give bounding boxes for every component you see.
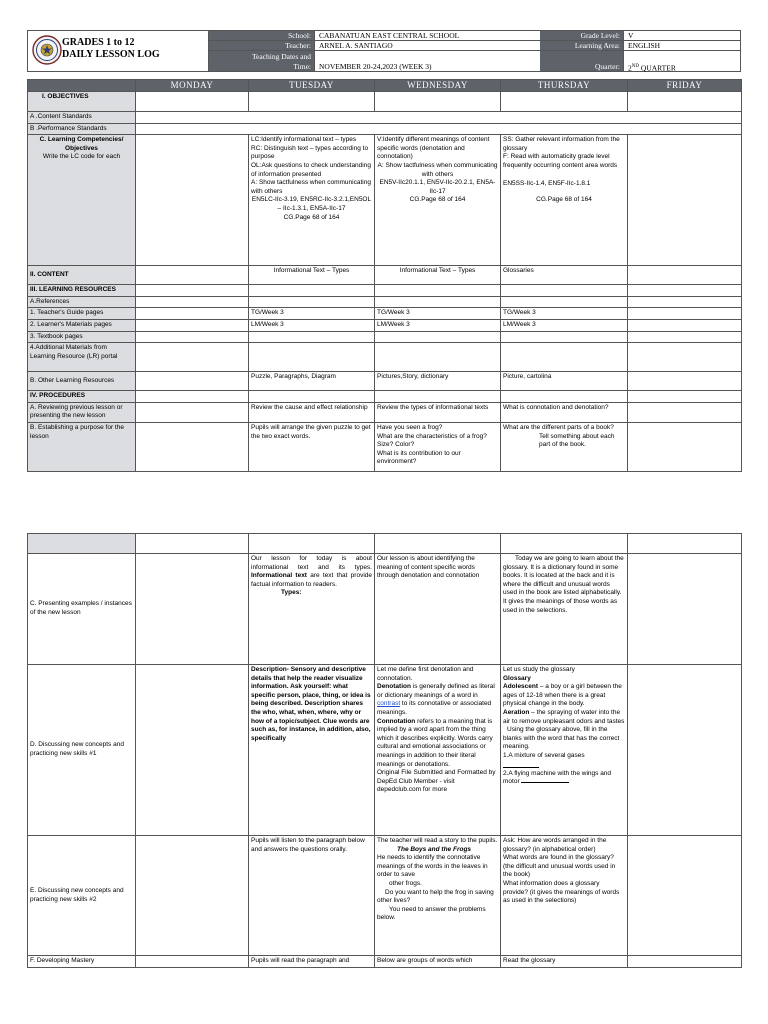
thursday-procedure-a: What is connotation and denotation? — [501, 402, 628, 422]
wednesday-procedure-d-intro: Let me define first denotation and connotation. — [377, 666, 474, 682]
teacher-label: Teacher: — [209, 41, 314, 50]
thursday-procedure-c: Today we are going to learn about the glossary. It is a dictionary found in some books. It is located at the back and it is where the difficult and unusual words used in the book are listed alphabetically. It gives the meanings of those words as used in the selections. — [501, 554, 628, 665]
procedure-b-label: B. Establishing a purpose for the lesson — [28, 422, 136, 471]
tuesday-procedure-e: Pupils will listen to the paragraph below and answers the questions orally. — [249, 836, 375, 956]
dates-label-line2: Time: — [293, 62, 311, 71]
thursday-procedure-e: Ask: How are words arranged in the glossary? (in alphabetical order) What words are found in the glossary? (the difficult and unusual words used in the book) What information does a glossary provide? (it gives the meanings of words as used in the selections) — [501, 836, 628, 956]
procedure-a-row — [28, 402, 742, 422]
thursday-procedure-b — [501, 422, 628, 471]
dates-label — [209, 51, 314, 71]
denotation-def-end: to its connotative or associated meanings. — [377, 700, 492, 716]
quarter-word: QUARTER — [638, 63, 676, 73]
tg-pages-row — [28, 308, 742, 320]
wednesday-cg-page: CG.Page 68 of 164 — [409, 196, 466, 204]
teacher-value: ARNEL A. SANTIAGO — [314, 41, 540, 50]
procedures-label: IV. PROCEDURES — [28, 391, 136, 403]
thursday-tg: TG/Week 3 — [501, 308, 628, 320]
blank-header-row — [28, 534, 742, 554]
tuesday-cg-page: CG.Page 68 of 164 — [283, 213, 340, 221]
lesson-table-part2 — [27, 533, 742, 968]
thursday-competencies — [501, 135, 628, 266]
wednesday-procedure-a: Review the types of informational texts — [375, 402, 501, 422]
performance-standards-label: B .Performance Standards — [28, 123, 136, 135]
day-monday: MONDAY — [136, 80, 249, 92]
title-line-2: DAILY LESSON LOG — [62, 49, 160, 60]
glossary-item-1: 1.A mixture of several gases — [503, 751, 585, 759]
quarter-suffix: ND — [631, 64, 639, 69]
glossary-instruction: Using the glossary above, fill in the blanks with the word that has the correct meaning. — [503, 726, 620, 751]
objectives-label: I. OBJECTIVES — [28, 92, 136, 112]
procedure-f-label: F. Developing Mastery — [28, 956, 136, 968]
wednesday-lc-text: V:Identify different meanings of content specific words (denotation and connotation) — [377, 136, 490, 161]
depedclub-note: Original File Submitted and Formatted by DepEd Club Member - visit depedclub.com for more — [377, 769, 496, 794]
glossary-item-2-text: 2.A flying machine with the wings and motor — [503, 769, 612, 786]
aeration-term: Aeration — [503, 708, 530, 716]
tuesday-tg: TG/Week 3 — [249, 308, 375, 320]
procedure-a-label: A. Reviewing previous lesson or presenting the new lesson — [28, 402, 136, 422]
glossary-blank-1 — [503, 767, 539, 768]
tuesday-content: Informational Text – Types — [249, 266, 375, 285]
wednesday-procedure-f: Below are groups of words which — [375, 956, 501, 968]
adolescent-def: – a boy or a girl between the ages of 12-18 when there is a great physical change in the body. — [503, 683, 622, 708]
thursday-procedure-d — [501, 665, 628, 836]
wednesday-procedure-e — [375, 836, 501, 956]
grade-value: V — [623, 31, 741, 40]
tuesday-procedure-d: Description- Sensory and descriptive details that help the reader visualize information. Ask yourself: what specific person, place, thing, or idea is being described. Description shares the who, what, when, where, why or how of a topic/subject. Clue words are such as, for instance, in addition, also, specifically — [249, 665, 375, 836]
wednesday-lc-attitude: A: Show tactfulness when communicating with others — [377, 161, 498, 178]
tuesday-procedure-b: Pupils will arrange the given puzzle to get the two exact words. — [249, 422, 375, 471]
adolescent-term: Adolescent — [503, 683, 539, 691]
procedure-e-row — [28, 836, 742, 956]
wednesday-other-resources: Pictures,Story, dictionary — [375, 372, 501, 391]
content-row — [28, 266, 742, 285]
tuesday-lc-codes: EN5LC-IIc-3.19, EN5RC-IIc-3.2.1,EN5OL – IIc-1.3.1, EN5A-IIc-17 — [251, 196, 372, 212]
competencies-label-3: Write the LC code for each — [42, 153, 121, 161]
title-line-1: GRADES 1 to 12 — [62, 37, 135, 48]
connotation-def: refers to a meaning that is implied by a word apart from the thing which it describes explicitly. Words carry cultural and emotional associations or meanings in addition to their literal meanings or denotations. — [377, 717, 493, 768]
header-info-grid — [208, 31, 740, 71]
glossary-item-2 — [503, 770, 625, 787]
additional-materials-row — [28, 343, 742, 372]
thursday-lm: LM/Week 3 — [501, 319, 628, 331]
competencies-label-1: C. Learning Competencies/ — [39, 136, 124, 144]
wednesday-procedure-e-question: Do you want to help the frog in saving other lives? — [377, 888, 494, 905]
dates-label-line1: Teaching Dates and — [251, 52, 311, 61]
tuesday-procedure-a: Review the cause and effect relationship — [249, 402, 375, 422]
lm-pages-row — [28, 319, 742, 331]
tuesday-procedure-c-types: Types: — [281, 589, 302, 597]
thursday-content: Glossaries — [501, 266, 628, 285]
header — [27, 30, 741, 72]
contrast-link[interactable]: contrast — [377, 700, 401, 708]
denotation-term: Denotation — [377, 683, 411, 691]
lesson-table-part1 — [27, 79, 742, 472]
day-friday: FRIDAY — [628, 80, 742, 92]
wednesday-procedure-d — [375, 665, 501, 836]
thursday-lc-text: SS: Gather relevant information from the glossary F: Read with automaticity grade level frequently occurring content area words — [503, 136, 620, 169]
day-header-row — [28, 80, 742, 92]
thursday-lc-codes: EN5SS-IIc-1.4, EN5F-IIc-1.8.1 — [503, 179, 591, 187]
deped-seal-icon — [32, 35, 62, 65]
school-value: CABANATUAN EAST CENTRAL SCHOOL — [314, 31, 540, 40]
denotation-def: is generally defined as literal or dictionary meanings of a word in — [377, 683, 495, 699]
wednesday-competencies — [375, 135, 501, 266]
content-standards-row — [28, 112, 742, 124]
thursday-procedure-b-q2: Tell something about each part of the book. — [539, 432, 615, 449]
procedure-e-label: E. Discussing new concepts and practicing new skills #2 — [28, 836, 136, 956]
wednesday-procedure-b: Have you seen a frog? What are the characteristics of a frog? Size? Color? What is its contribution to our environment? — [375, 422, 501, 471]
tuesday-other-resources: Puzzle, Paragraphs, Diagram — [249, 372, 375, 391]
corner-cell — [28, 80, 136, 92]
tuesday-procedure-c-def: are text that provide factual information to readers. — [251, 572, 372, 588]
area-label: Learning Area: — [540, 41, 623, 50]
procedure-c-label: C. Presenting examples / instances of the new lesson — [28, 554, 136, 665]
lm-pages-label: 2. Learner's Materials pages — [28, 319, 136, 331]
competencies-row — [28, 135, 742, 266]
learning-resources-label: III. LEARNING RESOURCES — [28, 285, 136, 297]
competencies-label — [28, 135, 136, 266]
content-label: II. CONTENT — [28, 266, 136, 285]
procedure-d-row — [28, 665, 742, 836]
other-resources-row — [28, 372, 742, 391]
wednesday-procedure-e-intro: The teacher will read a story to the pupils. — [377, 837, 498, 844]
procedures-row — [28, 391, 742, 403]
wednesday-procedure-c: Our lesson is about identifying the meaning of content specific words through denotation and connotation — [375, 554, 501, 665]
procedure-f-row — [28, 956, 742, 968]
thursday-procedure-d-intro: Let us study the glossary — [503, 666, 575, 673]
objectives-row — [28, 92, 742, 112]
wednesday-tg: TG/Week 3 — [375, 308, 501, 320]
wednesday-procedure-e-frogs: other frogs. — [389, 879, 422, 887]
glossary-heading: Glossary — [503, 674, 531, 682]
day-thursday: THURSDAY — [501, 80, 628, 92]
quarter-number: 2 — [628, 63, 632, 73]
tuesday-procedure-c-term: Informational text — [251, 572, 307, 580]
tuesday-procedure-c-intro: Our lesson for today is about informational text and its types. — [251, 555, 372, 571]
area-value: ENGLISH — [623, 41, 741, 50]
learning-resources-row — [28, 285, 742, 297]
references-row — [28, 296, 742, 308]
thursday-procedure-b-q1: What are the different parts of a book? — [503, 423, 614, 431]
quarter-label: Quarter: — [540, 51, 623, 71]
additional-materials-label: 4.Additional Materials from Learning Resource (LR) portal — [28, 343, 136, 372]
textbook-pages-row — [28, 331, 742, 343]
connotation-term: Connotation — [377, 717, 416, 725]
logo-area — [28, 31, 208, 71]
glossary-blank-2 — [521, 782, 569, 783]
tuesday-lc-text: LC:Identify informational text – types RC: Distinguish text – types according to purpose OL:Ask questions to check understanding of information presented A: Show tactfulness when communicating with others — [251, 136, 371, 195]
textbook-pages-label: 3. Textbook pages — [28, 331, 136, 343]
aeration-def: – the spraying of water into the air to remove unpleasant odors and tastes — [503, 708, 625, 725]
day-tuesday: TUESDAY — [249, 80, 375, 92]
wednesday-lc-codes: EN5V-IIc20.1.1, EN5V-IIc-20.2.1, EN5A-IIc-17 — [379, 179, 496, 195]
wednesday-content: Informational Text – Types — [375, 266, 501, 285]
content-standards-label: A .Content Standards — [28, 112, 136, 124]
tuesday-procedure-f: Pupils will read the paragraph and — [249, 956, 375, 968]
references-label: A.References — [28, 296, 136, 308]
tg-pages-label: 1. Teacher's Guide pages — [28, 308, 136, 320]
procedure-b-row — [28, 422, 742, 471]
wednesday-procedure-e-task: He needs to identify the connotative meanings of the words in the leaves in order to save — [377, 854, 488, 879]
thursday-cg-page: CG.Page 68 of 164 — [536, 196, 592, 204]
performance-standards-row — [28, 123, 742, 135]
dates-value: NOVEMBER 20-24,2023 (WEEK 3) — [314, 51, 540, 71]
school-label: School: — [209, 31, 314, 40]
tuesday-lm: LM/Week 3 — [249, 319, 375, 331]
quarter-value — [623, 51, 741, 71]
procedure-d-label: D. Discussing new concepts and practicing new skills #1 — [28, 665, 136, 836]
tuesday-procedure-c — [249, 554, 375, 665]
thursday-other-resources: Picture, cartolina — [501, 372, 628, 391]
wednesday-procedure-e-instruction: You need to answer the problems below. — [377, 905, 486, 922]
thursday-procedure-f: Read the glossary — [501, 956, 628, 968]
procedure-c-row — [28, 554, 742, 665]
tuesday-competencies — [249, 135, 375, 266]
story-title: The Boys and the Frogs — [397, 845, 472, 853]
grade-label: Grade Level: — [540, 31, 623, 40]
day-wednesday: WEDNESDAY — [375, 80, 501, 92]
other-resources-label: B. Other Learning Resources — [28, 372, 136, 391]
wednesday-lm: LM/Week 3 — [375, 319, 501, 331]
competencies-label-2: Objectives — [65, 144, 98, 152]
